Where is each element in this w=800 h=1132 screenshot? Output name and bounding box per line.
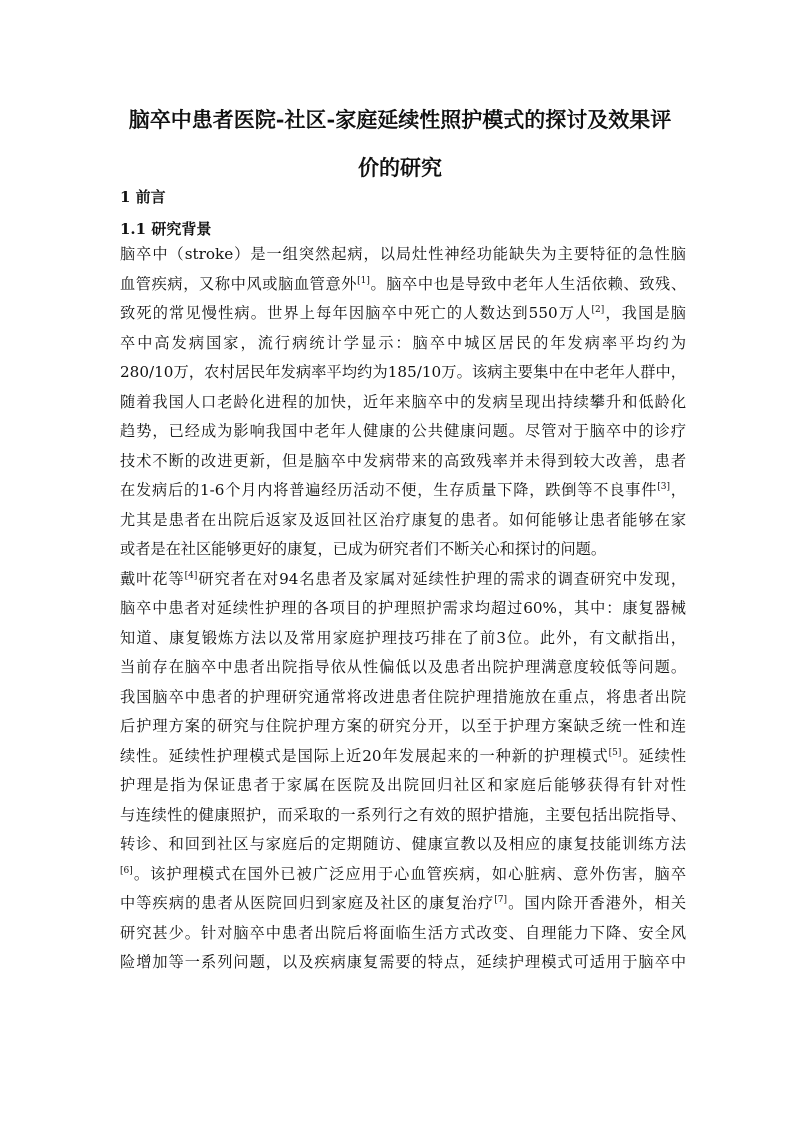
text-line-main: 转诊、和回到社区与家庭后的定期随访、健康宣教以及相应的康复技能训练方法: [120, 835, 686, 853]
citation-ref: [6]: [120, 865, 133, 876]
citation-ref: [7]: [494, 895, 508, 905]
section-heading-preface: 1 前言: [120, 188, 166, 206]
text-line: [120, 889, 686, 919]
text-line-main: 尤其是患者在出院后返家及返回社区治疗康复的患者。如何能够让患者能够在家: [120, 510, 686, 529]
text-line-main: 后护理方案的研究与住院护理方案的研究分开，以至于护理方案缺乏统一性和连: [120, 717, 686, 735]
text-line: [120, 358, 686, 388]
text-line: [120, 948, 686, 978]
paper-title-line-2: 价的研究: [358, 155, 442, 180]
text-line-rest: 。延续性: [621, 746, 687, 765]
text-line-main: 我国脑卒中患者的护理研究通常将改进患者住院护理措施放在重点，将患者出院: [120, 687, 686, 706]
text-line-main: 续性。延续性护理模式是国际上近20年发展起来的一种新的护理模式: [120, 746, 609, 765]
text-line: [120, 683, 686, 713]
text-line-main: 护理是指为保证患者于家属在医院及出院回归社区和家庭后能够获得有针对性: [120, 776, 686, 794]
text-line-rest: ，我国是脑: [604, 304, 686, 322]
text-line: [120, 771, 686, 801]
text-line-main: 与连续性的健康照护，而采取的一系列行之有效的照护措施，主要包括出院指导、: [120, 805, 686, 824]
text-line: [120, 535, 686, 565]
text-line: [120, 270, 686, 300]
text-line-main: 随着我国人口老龄化进程的加快，近年来脑卒中的发病呈现出持续攀升和低龄化: [120, 392, 686, 411]
subsection-heading-background: 1.1 研究背景: [120, 220, 212, 238]
citation-ref: [3]: [657, 482, 670, 492]
text-line-main: 中等疾病的患者从医院回归到家庭及社区的康复治疗: [120, 894, 495, 912]
text-line-main: 在发病后的1-6个月内将普遍经历活动不便，生存质量下降，跌倒等不良事件: [120, 481, 658, 499]
text-line: [120, 653, 686, 683]
text-line: [120, 594, 686, 624]
text-line-main: 戴叶花等: [120, 569, 185, 588]
text-line: [120, 417, 686, 447]
text-line: [120, 447, 686, 477]
citation-ref: [5]: [608, 747, 622, 758]
text-line: [120, 476, 686, 506]
text-line-rest: ，: [670, 481, 686, 499]
text-line: [120, 830, 686, 860]
text-line: [120, 329, 686, 359]
text-line-main: 致死的常见慢性病。世界上每年因脑卒中死亡的人数达到550万人: [120, 304, 592, 322]
text-line: [120, 742, 686, 772]
text-line-main: 脑卒中患者对延续性护理的各项目的护理照护需求均超过60%，其中：康复器械: [120, 599, 686, 617]
text-line-main: 当前存在脑卒中患者出院指导依从性偏低以及患者出院护理满意度较低等问题。: [120, 658, 686, 676]
text-line-rest: 。该护理模式在国外已被广泛应用于心血管疾病，如心脏病、意外伤害，脑卒: [132, 864, 686, 883]
text-line-main: 280/10万，农村居民年发病率平均约为185/10万。该病主要集中在中老年人群中，: [120, 363, 686, 381]
paper-title: [80, 96, 720, 192]
text-line-main: 技术不断的改进更新，但是脑卒中发病带来的高致残率并未得到较大改善，患者: [120, 451, 686, 470]
paper-title-line-1: 脑卒中患者医院-社区-家庭延续性照护模式的探讨及效果评: [128, 107, 672, 132]
text-line-main: 研究甚少。针对脑卒中患者出院后将面临生活方式改变、自理能力下降、安全风: [120, 923, 686, 942]
text-line: [120, 919, 686, 949]
text-line-main: 险增加等一系列问题，以及疾病康复需要的特点，延续护理模式可适用于脑卒中: [120, 953, 686, 971]
text-line: [120, 712, 686, 742]
text-line: [120, 506, 686, 536]
text-line-main: 知道、康复锻炼方法以及常用家庭护理技巧排在了前3位。此外，有文献指出，: [120, 628, 686, 647]
text-line-main: 趋势，已经成为影响我国中老年人健康的公共健康问题。尽管对于脑卒中的诊疗: [120, 422, 686, 440]
text-line: [120, 240, 686, 270]
body-text: [120, 240, 686, 978]
text-line: [120, 388, 686, 418]
text-line-main: 脑卒中（stroke）是一组突然起病，以局灶性神经功能缺失为主要特征的急性脑: [120, 245, 686, 263]
text-line-rest: 研究者在对94名患者及家属对延续性护理的需求的调查研究中发现，: [197, 569, 687, 588]
text-line-rest: 。脑卒中也是导致中老年人生活依赖、致残、: [369, 274, 687, 293]
citation-ref: [2]: [591, 305, 605, 315]
citation-ref: [1]: [357, 275, 370, 286]
text-line-rest: 。国内除开香港外，相关: [507, 894, 687, 912]
citation-ref: [4]: [184, 570, 198, 581]
text-line-main: 或者是在社区能够更好的康复，已成为研究者们不断关心和探讨的问题。: [120, 540, 606, 558]
text-line-main: 血管疾病，又称中风或脑血管意外: [120, 274, 358, 293]
text-line: [120, 801, 686, 831]
text-line: [120, 565, 686, 595]
text-line-main: 卒中高发病国家，流行病统计学显示：脑卒中城区居民的年发病率平均约为: [120, 333, 686, 352]
text-line: [120, 624, 686, 654]
text-line: [120, 860, 686, 890]
text-line: [120, 299, 686, 329]
